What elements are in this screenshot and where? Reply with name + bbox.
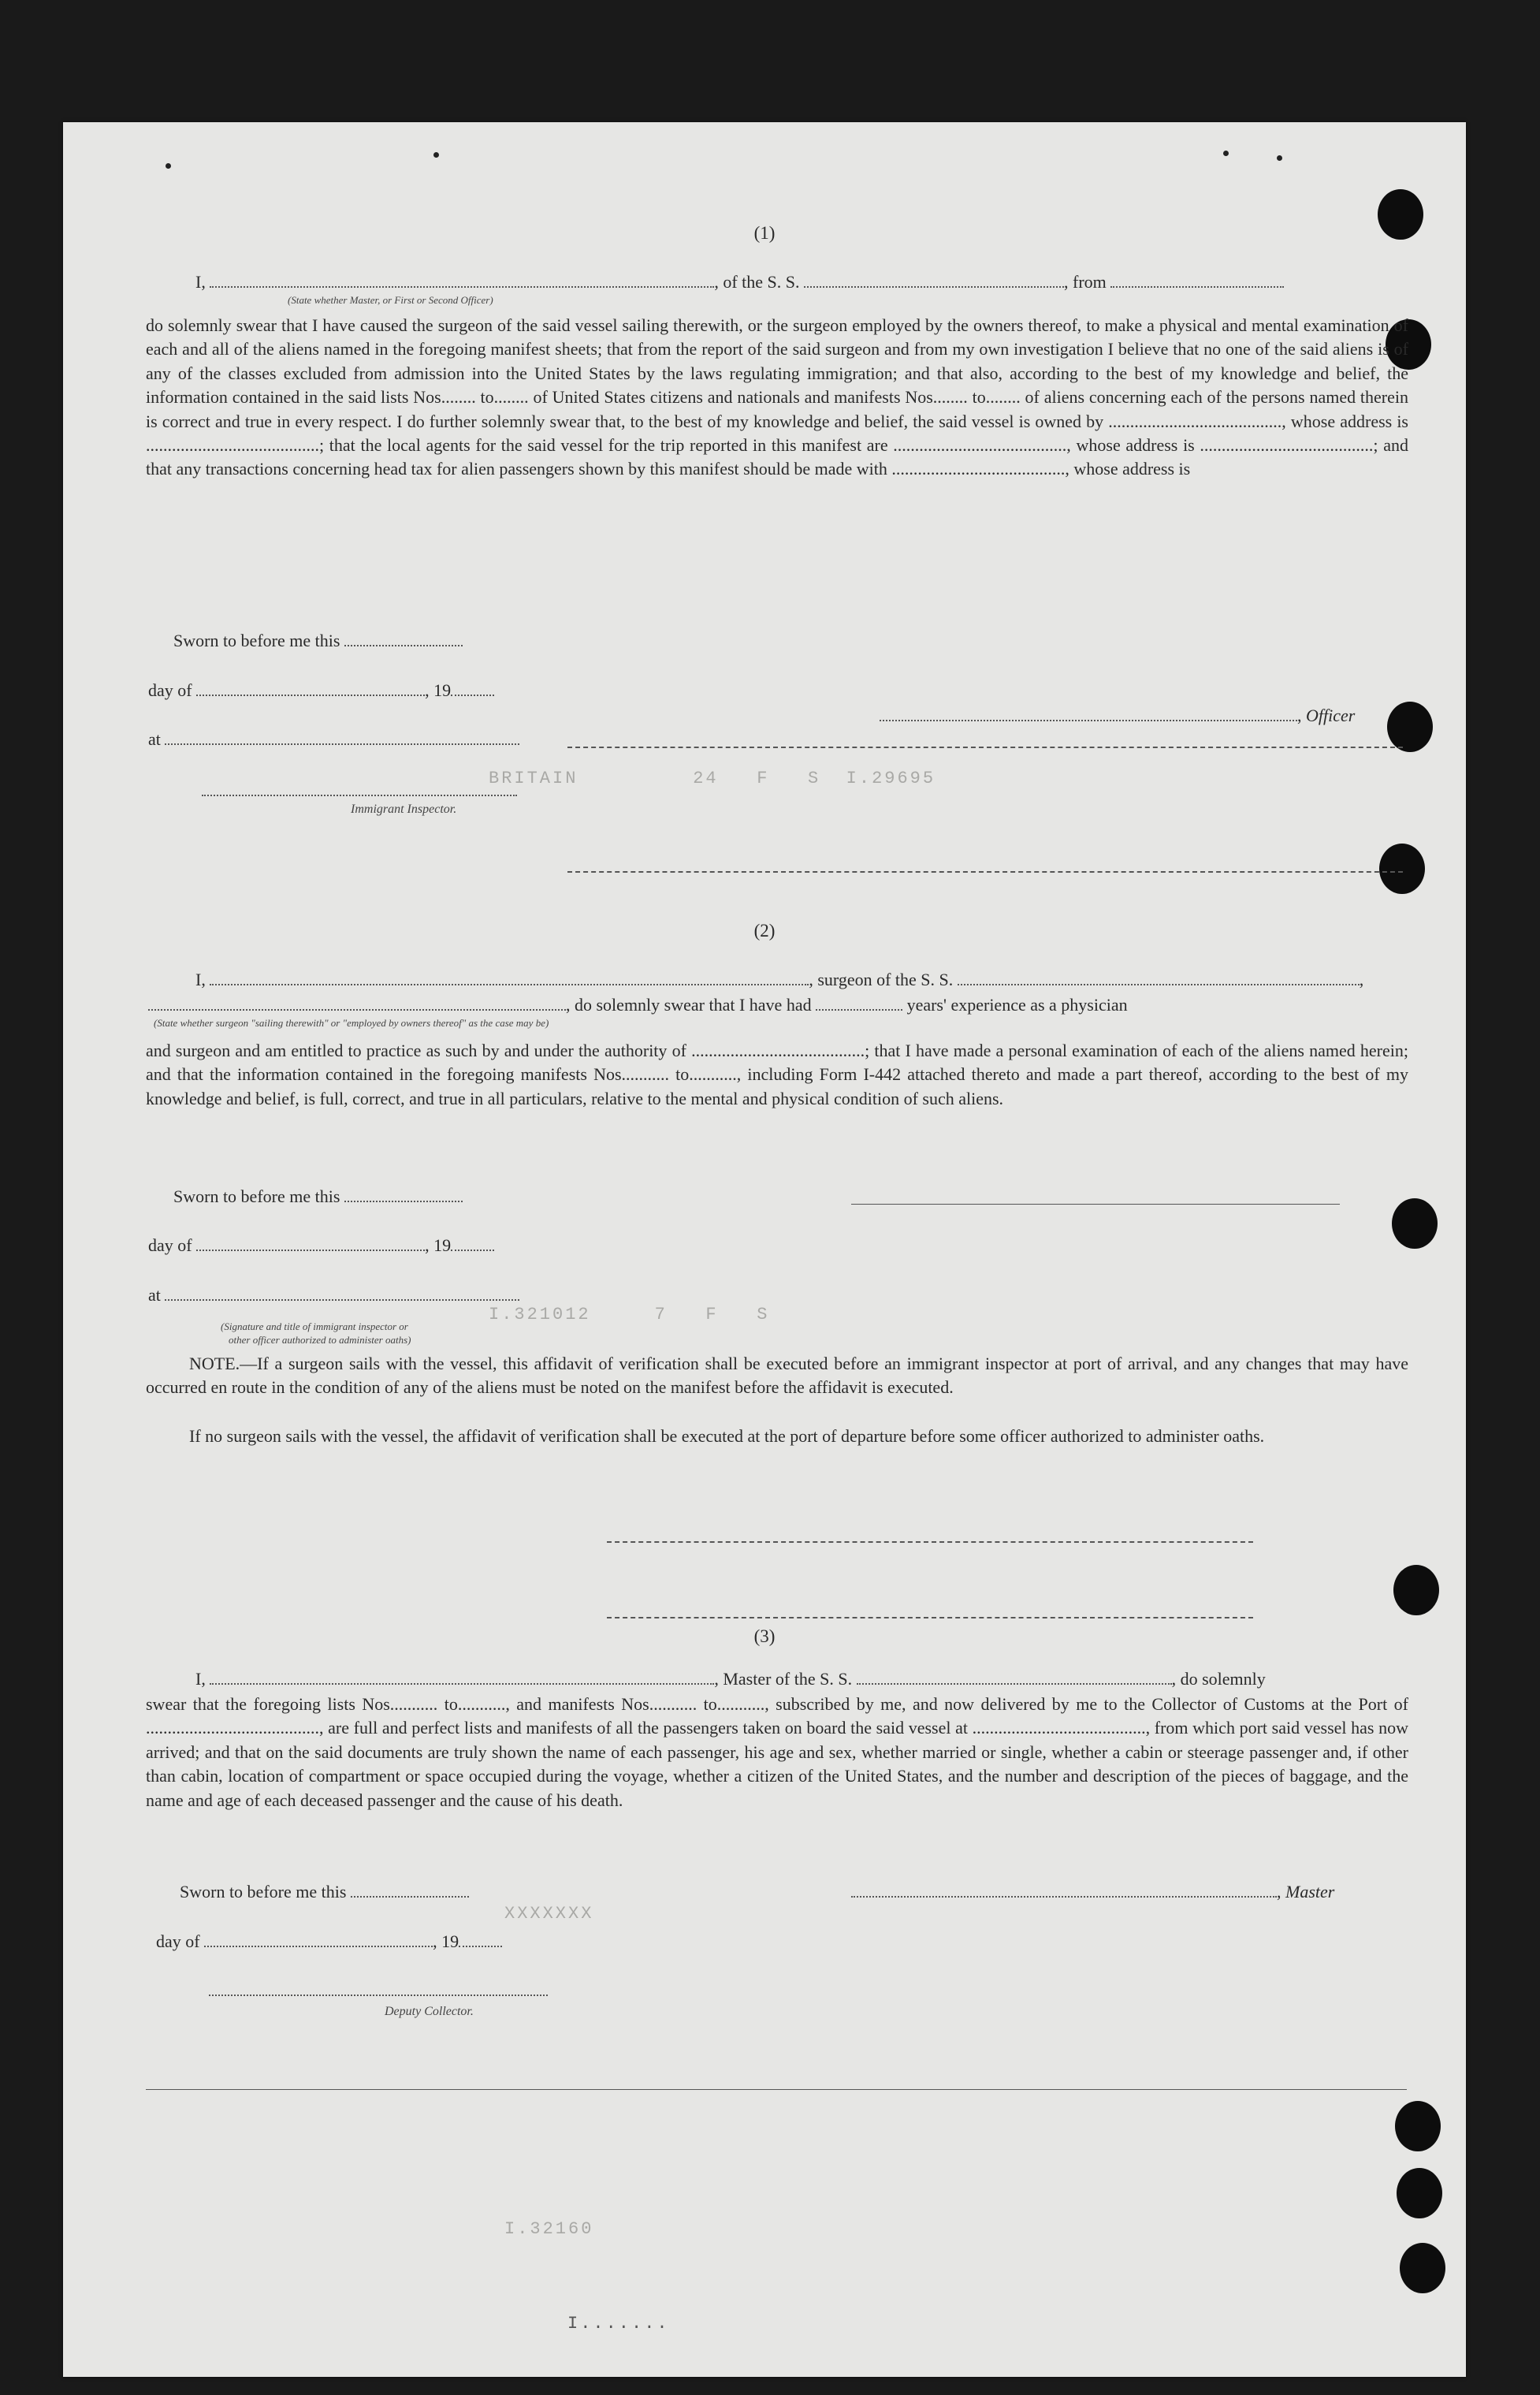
section-1-number: (1) [753,223,776,243]
section-1-day-line: day of , 19 [148,680,494,701]
section-2-signature-note-2: other officer authorized to administer oaths) [229,1334,411,1346]
section-1-divider [567,747,1403,748]
bleed-through-text: BRITAIN 24 F S I.29695 [489,769,936,788]
bleed-through-text: XXXXXXX [504,1904,594,1924]
speck [1277,155,1282,161]
binder-hole [1400,2243,1445,2293]
binder-hole [1393,1565,1439,1615]
section-3-sworn-line: Sworn to before me this [180,1882,469,1902]
note-paragraph-2: If no surgeon sails with the vessel, the affidavit of verification shall be executed at the port of departure before some officer authorized to administer oaths. [189,1426,1265,1446]
transfer-line-2 [607,1617,1253,1618]
bleed-through-text: I....... [567,2314,670,2334]
section-1-inspector-line [202,780,517,801]
manifest-back-page [63,122,1466,2377]
speck [433,152,439,158]
section-1-officer-note: (State whether Master, or First or Second Officer) [288,294,493,306]
section-3-master-line: , Master [851,1882,1334,1902]
section-3-oath-text: swear that the foregoing lists Nos........... to..........., and manifests Nos........... to..........., subscribed by me, and now delivered by me to the Collector of Customs at the Port of ........................................, are full and perfect lists and manifests of all the passengers taken on board the said vessel at ........................................, from which port said vessel has now arrived; and that on the said documents are truly shown the name of each passenger, his age and sex, whether married or single, whether a cabin or steerage passenger and, if other than cabin, location of compartment or space occupied during the voyage, whether a citizen of the United States, and the number and description of the pieces of baggage, and the name and age of each deceased passenger and the cause of his death. [146,1694,1408,1810]
section-2-number: (2) [753,921,776,940]
section-2-sworn-line: Sworn to before me this [173,1186,463,1207]
speck [1223,151,1229,156]
section-1-rule [567,871,1403,873]
bleed-through-text: I.32160 [504,2219,594,2239]
speck [166,163,171,169]
section-1-sworn-line: Sworn to before me this [173,631,463,651]
section-2-oath-text: and surgeon and am entitled to practice as such by and under the authority of ........................................; that I have made a personal examination of each of the aliens named herein; and that the information contained in the foregoing manifests Nos........... to..........., including Form I-442 attached thereto and made a part thereof, according to the best of my knowledge and belief, is full, correct, and true in all particulars, relative to the mental and physical condition of such aliens. [146,1041,1408,1108]
binder-hole [1392,1198,1438,1249]
note-paragraph-1: NOTE.—If a surgeon sails with the vessel, this affidavit of verification shall be executed before an immigrant inspector at port of arrival, and any changes that may have occurred en route in the condition of any of the aliens must be noted on the manifest before the affidavit is executed. [146,1354,1408,1398]
section-2-signature-note-1: (Signature and title of immigrant inspector or [221,1320,408,1332]
section-1-at-line: at [148,729,519,750]
binder-hole [1397,2168,1442,2218]
section-3-collector-label: Deputy Collector. [385,2005,474,2018]
bottom-rule [146,2089,1407,2090]
section-1-first-line: I, , of the S. S. , from [195,272,1284,292]
section-3-day-line: day of , 19 [156,1931,502,1952]
section-2-first-line: I, , surgeon of the S. S. , [195,970,1364,989]
section-3-collector-line [209,1980,548,2001]
section-1-officer-line: , Officer [880,706,1355,726]
section-1-oath-text: do solemnly swear that I have caused the surgeon of the said vessel sailing therewith, or the surgeon employed by the owners thereof, to make a physical and mental examination of each and all of the aliens named in the foregoing manifest sheets; that from the report of the said surgeon and from my own investigation I believe that no one of the said aliens is of any of the classes excluded from admission into the United States by the laws regulating immigration; and that also, according to the best of my knowledge and belief, the information contained in the said lists Nos........ to........ of United States citizens and nationals and manifests Nos........ to........ of aliens concerning each of the persons named therein is correct and true in every respect. I do further solemnly swear that, to the best of my knowledge and belief, the said vessel is owned by ........................................, whose address is ........................................; that the local agents for the said vessel for the trip reported in this manifest are ........................................, whose address is ........................................; and that any transactions concerning head tax for alien passengers shown by this manifest should be made with ........................................, whose address is [146,315,1408,479]
section-2-signature-rule [851,1204,1340,1205]
section-3-first-line: I, , Master of the S. S. , do solemnly [195,1669,1266,1689]
binder-hole [1379,844,1425,894]
section-2-second-line: , do solemnly swear that I have had years' experience as a physician [148,995,1128,1015]
transfer-line-1 [607,1541,1253,1543]
section-3-number: (3) [753,1626,776,1646]
section-2-at-line: at [148,1285,519,1306]
section-1-inspector-label: Immigrant Inspector. [351,803,457,816]
bleed-through-text: I.321012 7 F S [489,1305,770,1324]
binder-hole [1395,2101,1441,2151]
section-2-day-line: day of , 19 [148,1235,494,1256]
section-2-surgeon-note: (State whether surgeon "sailing therewith" or "employed by owners thereof" as the case may be) [154,1017,549,1029]
binder-hole [1387,702,1433,752]
